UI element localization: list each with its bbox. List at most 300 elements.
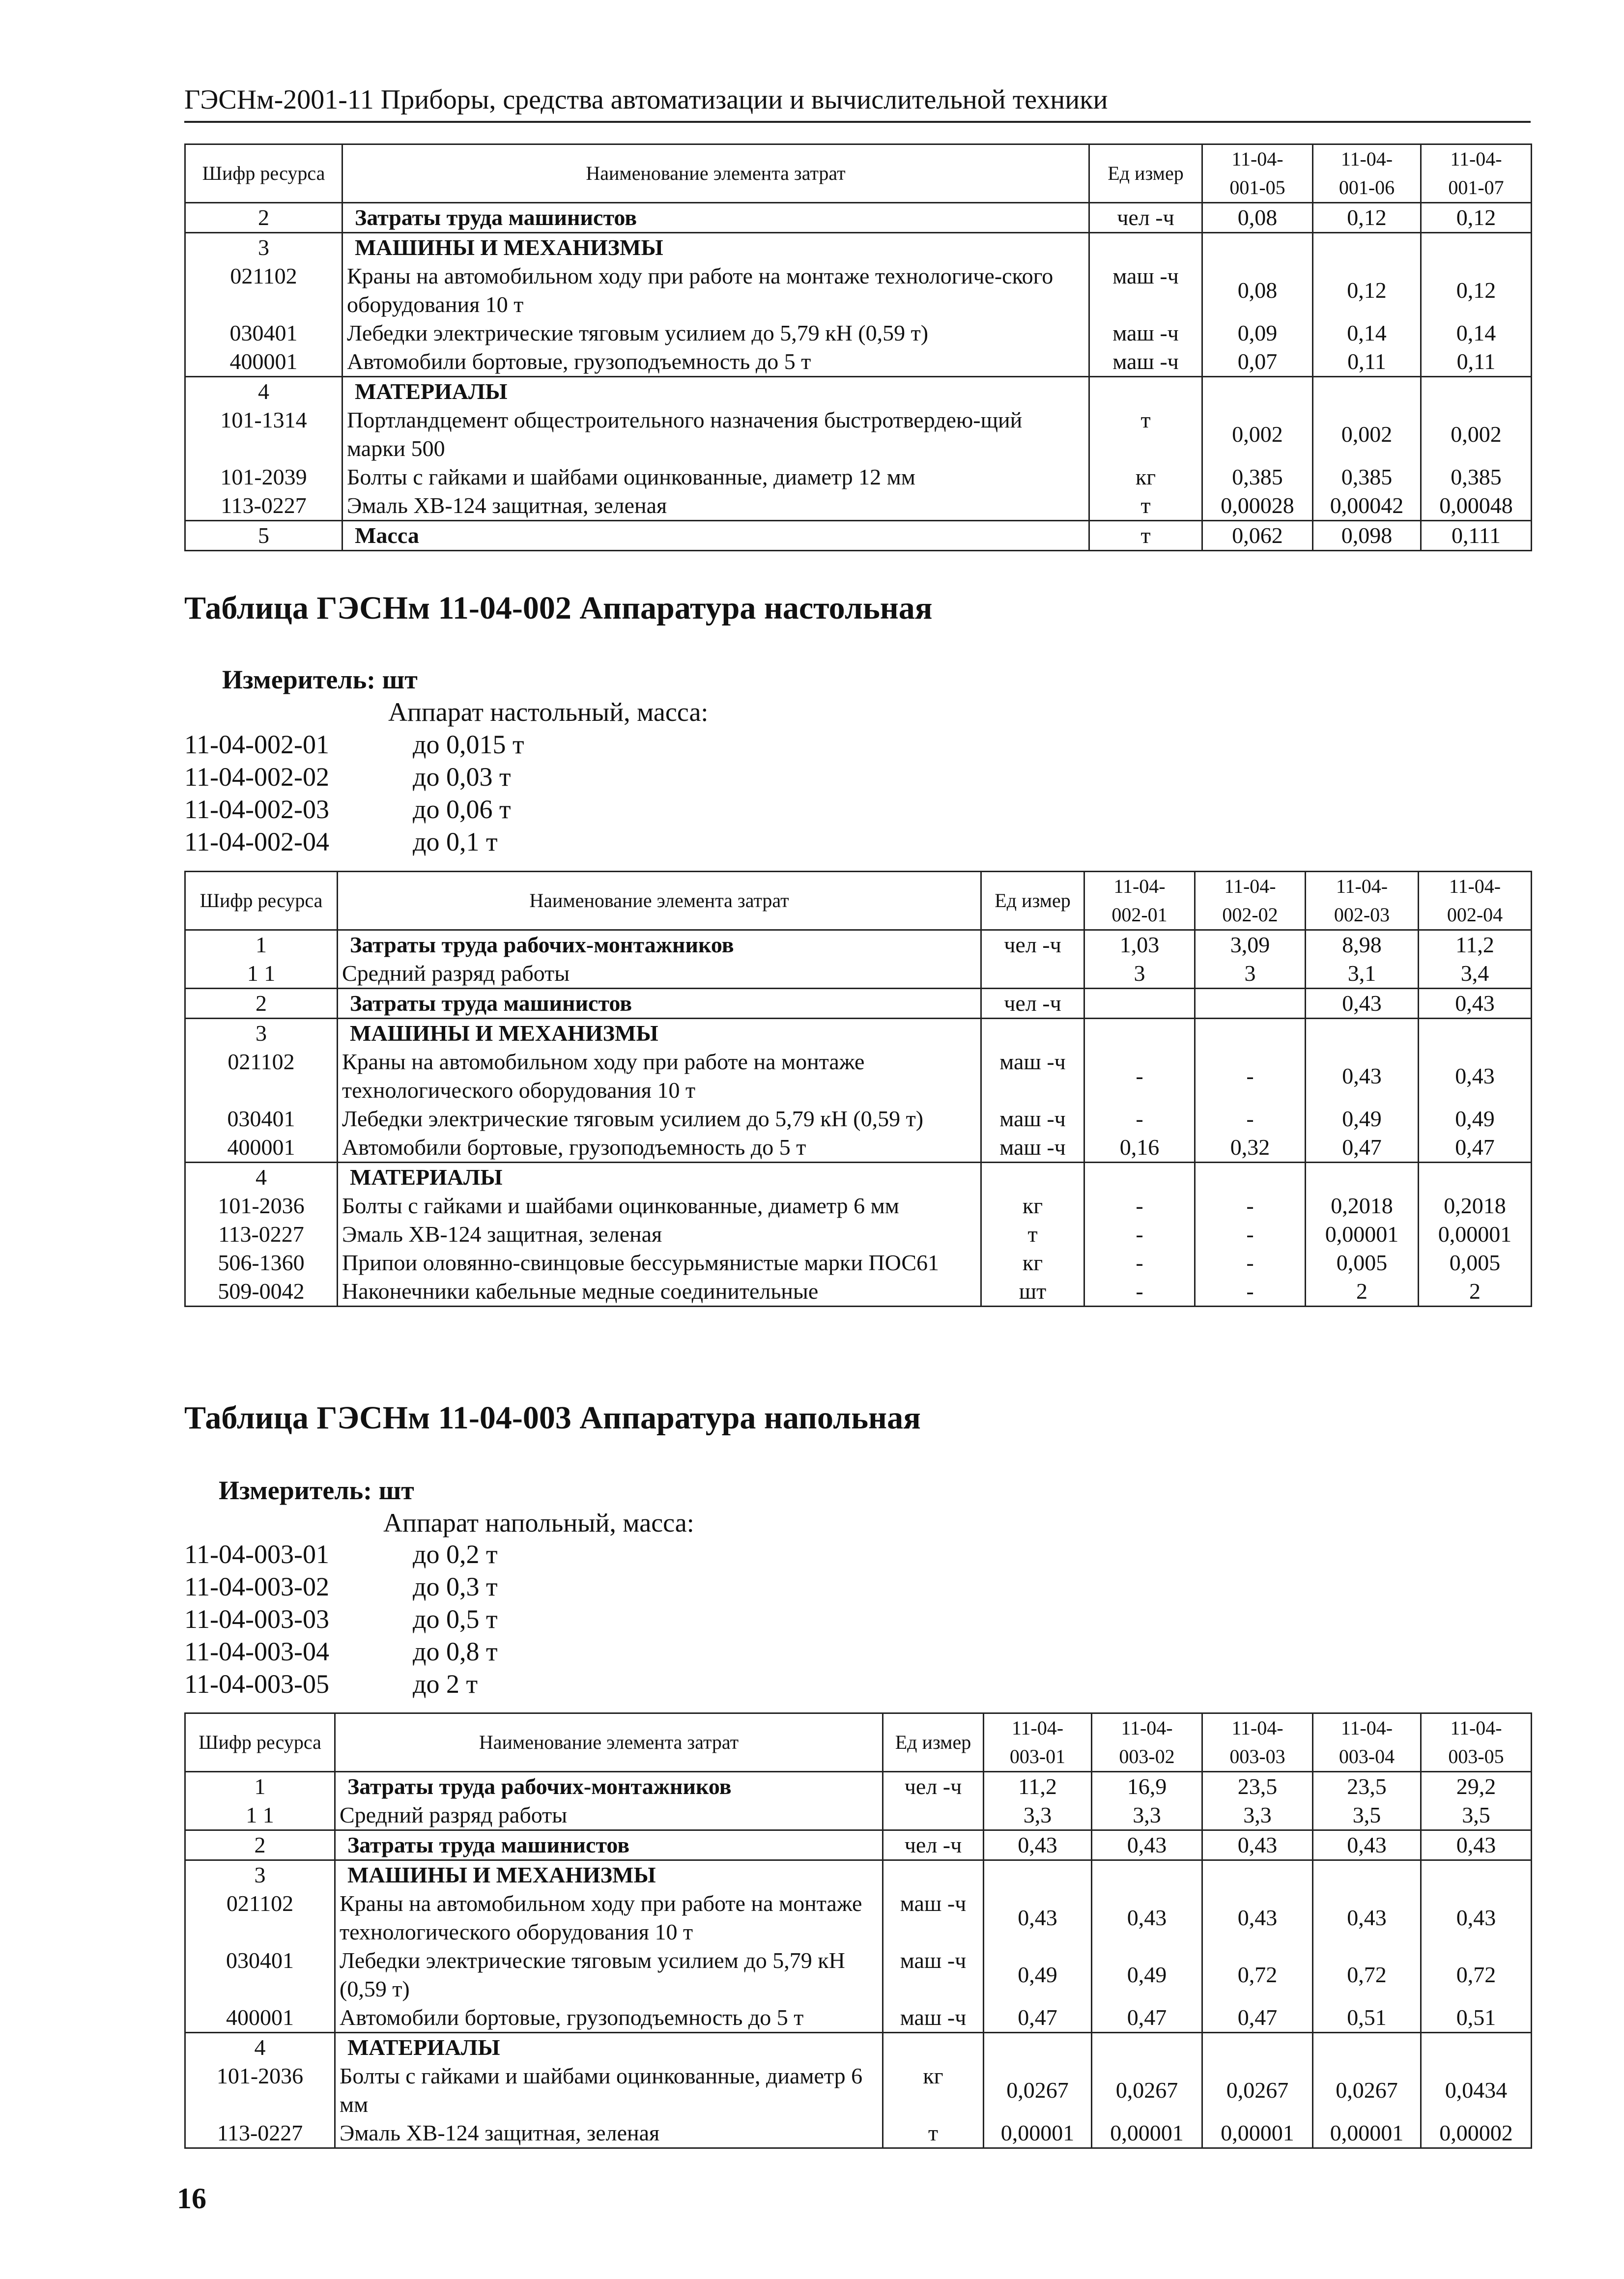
norm-value: 0,43 <box>1092 1889 1202 1946</box>
unit-of-measure: чел -ч <box>981 989 1084 1019</box>
norm-value <box>1421 377 1532 406</box>
cost-element-name: Портландцемент общестроительного назначения быстротвердею-щий марки 500 <box>342 406 1089 463</box>
norm-value: 0,43 <box>1421 1889 1532 1946</box>
cost-element-name: Болты с гайками и шайбами оцинкованные, диаметр 12 мм <box>342 463 1089 491</box>
norm-value <box>1421 1860 1532 1890</box>
header-unit: Ед измер <box>981 872 1084 930</box>
unit-of-measure: маш -ч <box>883 1946 984 2003</box>
norm-value: 0,00001 <box>1202 2119 1313 2148</box>
norm-value: 0,00001 <box>1092 2119 1202 2148</box>
norm-value: - <box>1195 1249 1306 1277</box>
norm-value: 0,16 <box>1084 1133 1195 1163</box>
norm-value: 3,5 <box>1421 1801 1532 1830</box>
norm-value: 0,07 <box>1202 347 1313 377</box>
table-row <box>185 2003 1532 2033</box>
norm-value: 0,47 <box>1092 2003 1202 2033</box>
norm-value: 0,00001 <box>984 2119 1092 2148</box>
norm-value <box>1202 233 1313 262</box>
norm-value: 0,43 <box>1421 1830 1532 1860</box>
header-name: Наименование элемента затрат <box>335 1713 883 1772</box>
norm-value: 0,43 <box>984 1889 1092 1946</box>
norm-value: 0,32 <box>1195 1133 1306 1163</box>
norm-value: 0,51 <box>1421 2003 1532 2033</box>
norm-value: 0,49 <box>1092 1946 1202 2003</box>
header-variant: 11-04- 001-05 <box>1202 144 1313 203</box>
norm-value <box>1306 1163 1419 1192</box>
table-row <box>185 989 1532 1019</box>
page-number: 16 <box>177 2182 206 2215</box>
norm-value: 0,11 <box>1421 347 1532 377</box>
norm-value: 0,47 <box>984 2003 1092 2033</box>
cost-element-name: Краны на автомобильном ходу при работе на монтаже технологического оборудования 10 т <box>335 1889 883 1946</box>
unit-of-measure: маш -ч <box>1089 319 1202 347</box>
table-row <box>185 930 1532 960</box>
variant-item: 11-04-002-03 до 0,06 т <box>184 795 511 824</box>
norm-value <box>1421 233 1532 262</box>
norm-value: 0,72 <box>1202 1946 1313 2003</box>
cost-element-name: МАШИНЫ И МЕХАНИЗМЫ <box>342 233 1089 262</box>
header-code: Шифр ресурса <box>185 144 342 203</box>
norm-value: 0,72 <box>1313 1946 1421 2003</box>
table-header-row <box>185 872 1532 930</box>
norm-value: 0,00001 <box>1306 1220 1419 1249</box>
norm-value: - <box>1084 1192 1195 1220</box>
cost-element-name: Лебедки электрические тяговым усилием до 5,79 кН (0,59 т) <box>342 319 1089 347</box>
unit-of-measure <box>883 2033 984 2062</box>
cost-element-name: Эмаль ХВ-124 защитная, зеленая <box>338 1220 981 1249</box>
resource-code: 021102 <box>185 1048 338 1105</box>
resource-code: 1 <box>185 930 338 960</box>
cost-element-name: Эмаль ХВ-124 защитная, зеленая <box>342 491 1089 521</box>
header-variant: 11-04- 003-03 <box>1202 1713 1313 1772</box>
unit-of-measure <box>883 1801 984 1830</box>
norm-value: 0,111 <box>1421 521 1532 551</box>
norm-value: 0,00001 <box>1419 1220 1532 1249</box>
norm-value <box>1084 989 1195 1019</box>
unit-of-measure: кг <box>1089 463 1202 491</box>
norm-value: 0,00048 <box>1421 491 1532 521</box>
norm-value: 0,43 <box>1419 1048 1532 1105</box>
norm-value <box>1419 1163 1532 1192</box>
header-variant: 11-04- 003-04 <box>1313 1713 1421 1772</box>
table-row <box>185 2119 1532 2148</box>
header-variant: 11-04- 001-06 <box>1313 144 1421 203</box>
resource-code: 400001 <box>185 347 342 377</box>
cost-element-name: Лебедки электрические тяговым усилием до 5,79 кН (0,59 т) <box>338 1105 981 1133</box>
norm-value: 11,2 <box>984 1772 1092 1801</box>
norm-value: 3 <box>1195 959 1306 989</box>
norm-value <box>1313 1860 1421 1890</box>
resource-table-002 <box>184 871 1532 1307</box>
cost-element-name: Болты с гайками и шайбами оцинкованные, диаметр 6 мм <box>338 1192 981 1220</box>
variant-subtitle-002: Аппарат настольный, масса: <box>388 697 709 727</box>
variant-item: 11-04-003-02 до 0,3 т <box>184 1572 498 1601</box>
header-variant: 11-04- 002-04 <box>1419 872 1532 930</box>
norm-value: 0,14 <box>1421 319 1532 347</box>
unit-of-measure: маш -ч <box>981 1048 1084 1105</box>
norm-value: 0,2018 <box>1419 1192 1532 1220</box>
norm-value: 0,0434 <box>1421 2062 1532 2119</box>
variant-list-002 <box>184 728 524 858</box>
norm-value: 0,005 <box>1419 1249 1532 1277</box>
resource-code: 113-0227 <box>185 2119 335 2148</box>
table-row <box>185 1830 1532 1860</box>
resource-code: 509-0042 <box>185 1277 338 1307</box>
norm-value: 3,3 <box>984 1801 1092 1830</box>
norm-value: 0,098 <box>1313 521 1421 551</box>
norm-value <box>1202 2033 1313 2062</box>
table-title-002: Таблица ГЭСНм 11-04-002 Аппаратура настольная <box>184 590 933 626</box>
cost-element-name: Лебедки электрические тяговым усилием до 5,79 кН (0,59 т) <box>335 1946 883 2003</box>
cost-element-name: МАТЕРИАЛЫ <box>335 2033 883 2062</box>
norm-value: 0,49 <box>1419 1105 1532 1133</box>
norm-value: 0,0267 <box>1313 2062 1421 2119</box>
unit-of-measure: маш -ч <box>883 2003 984 2033</box>
unit-of-measure: т <box>1089 521 1202 551</box>
unit-of-measure: чел -ч <box>981 930 1084 960</box>
resource-code: 506-1360 <box>185 1249 338 1277</box>
resource-code: 101-2036 <box>185 1192 338 1220</box>
unit-of-measure: маш -ч <box>981 1133 1084 1163</box>
resource-code: 3 <box>185 1019 338 1048</box>
norm-value: 0,12 <box>1421 262 1532 319</box>
resource-code: 3 <box>185 233 342 262</box>
norm-value: 0,11 <box>1313 347 1421 377</box>
norm-value: 0,385 <box>1202 463 1313 491</box>
variant-item: 11-04-002-02 до 0,03 т <box>184 762 511 792</box>
resource-code: 4 <box>185 377 342 406</box>
norm-value: 0,002 <box>1313 406 1421 463</box>
norm-value: - <box>1084 1277 1195 1307</box>
norm-value <box>1092 2033 1202 2062</box>
norm-value: 11,2 <box>1419 930 1532 960</box>
norm-value: - <box>1084 1048 1195 1105</box>
resource-code: 030401 <box>185 1105 338 1133</box>
table-row <box>185 1019 1532 1048</box>
table-row <box>185 463 1532 491</box>
unit-of-measure <box>981 1019 1084 1048</box>
cost-element-name: Средний разряд работы <box>338 959 981 989</box>
norm-value: 0,14 <box>1313 319 1421 347</box>
norm-value: 0,43 <box>1202 1830 1313 1860</box>
table-row <box>185 1048 1532 1105</box>
table-row <box>185 1860 1532 1890</box>
table-row <box>185 203 1532 233</box>
norm-value: 3,5 <box>1313 1801 1421 1830</box>
unit-of-measure: т <box>883 2119 984 2148</box>
resource-code: 2 <box>185 203 342 233</box>
table-row <box>185 347 1532 377</box>
norm-value: 0,00028 <box>1202 491 1313 521</box>
norm-value: 0,47 <box>1202 2003 1313 2033</box>
resource-code: 113-0227 <box>185 491 342 521</box>
header-name: Наименование элемента затрат <box>338 872 981 930</box>
unit-of-measure: кг <box>883 2062 984 2119</box>
unit-of-measure: шт <box>981 1277 1084 1307</box>
norm-value: 0,12 <box>1421 203 1532 233</box>
variant-subtitle-003: Аппарат напольный, масса: <box>383 1508 694 1538</box>
cost-element-name: Автомобили бортовые, грузоподъемность до 5 т <box>338 1133 981 1163</box>
norm-value: 0,0267 <box>1092 2062 1202 2119</box>
cost-element-name: Затраты труда рабочих-монтажников <box>335 1772 883 1801</box>
resource-code: 4 <box>185 1163 338 1192</box>
table-title-003: Таблица ГЭСНм 11-04-003 Аппаратура напольная <box>184 1400 921 1436</box>
header-variant: 11-04- 002-01 <box>1084 872 1195 930</box>
norm-value: - <box>1195 1048 1306 1105</box>
table-row <box>185 1192 1532 1220</box>
norm-value: 0,0267 <box>1202 2062 1313 2119</box>
cost-element-name: Затраты труда рабочих-монтажников <box>338 930 981 960</box>
resource-code: 5 <box>185 521 342 551</box>
norm-value: 2 <box>1419 1277 1532 1307</box>
header-code: Шифр ресурса <box>185 1713 335 1772</box>
norm-value: 1,03 <box>1084 930 1195 960</box>
table-header-row <box>185 144 1532 203</box>
table-row <box>185 233 1532 262</box>
variant-item: 11-04-003-04 до 0,8 т <box>184 1637 498 1666</box>
norm-value: 0,49 <box>984 1946 1092 2003</box>
cost-element-name: Болты с гайками и шайбами оцинкованные, диаметр 6 мм <box>335 2062 883 2119</box>
norm-value: 0,00042 <box>1313 491 1421 521</box>
norm-value: 0,062 <box>1202 521 1313 551</box>
table-row <box>185 1772 1532 1801</box>
norm-value: 16,9 <box>1092 1772 1202 1801</box>
resource-code: 021102 <box>185 1889 335 1946</box>
cost-element-name: Автомобили бортовые, грузоподъемность до 5 т <box>342 347 1089 377</box>
norm-value: - <box>1084 1220 1195 1249</box>
unit-of-measure <box>981 1163 1084 1192</box>
unit-of-measure <box>981 959 1084 989</box>
norm-value: 0,08 <box>1202 203 1313 233</box>
norm-value: 0,47 <box>1306 1133 1419 1163</box>
table-row <box>185 1133 1532 1163</box>
norm-value <box>1084 1019 1195 1048</box>
cost-element-name: МАШИНЫ И МЕХАНИЗМЫ <box>338 1019 981 1048</box>
unit-of-measure: т <box>981 1220 1084 1249</box>
variant-list-003 <box>184 1538 498 1700</box>
norm-value: 0,51 <box>1313 2003 1421 2033</box>
header-code: Шифр ресурса <box>185 872 338 930</box>
cost-element-name: Припои оловянно-свинцовые бессурьмянистые марки ПОС61 <box>338 1249 981 1277</box>
unit-of-measure: т <box>1089 406 1202 463</box>
variant-item: 11-04-003-05 до 2 т <box>184 1669 478 1699</box>
unit-of-measure: т <box>1089 491 1202 521</box>
norm-value: 0,12 <box>1313 262 1421 319</box>
variant-item: 11-04-003-03 до 0,5 т <box>184 1604 498 1634</box>
resource-code: 101-1314 <box>185 406 342 463</box>
norm-value: 3,4 <box>1419 959 1532 989</box>
resource-code: 021102 <box>185 262 342 319</box>
norm-value: 0,002 <box>1421 406 1532 463</box>
unit-of-measure: маш -ч <box>981 1105 1084 1133</box>
norm-value: 0,002 <box>1202 406 1313 463</box>
norm-value: 0,09 <box>1202 319 1313 347</box>
norm-value: 0,43 <box>1092 1830 1202 1860</box>
norm-value <box>1092 1860 1202 1890</box>
cost-element-name: Затраты труда машинистов <box>342 203 1089 233</box>
resource-table-001 <box>184 143 1532 551</box>
meter-line-002: Измеритель: шт <box>222 665 418 694</box>
unit-of-measure: маш -ч <box>883 1889 984 1946</box>
cost-element-name: Краны на автомобильном ходу при работе на монтаже технологиче-ского оборудования 10 т <box>342 262 1089 319</box>
norm-value: 2 <box>1306 1277 1419 1307</box>
resource-code: 030401 <box>185 319 342 347</box>
norm-value: 0,43 <box>1306 989 1419 1019</box>
table-row <box>185 1801 1532 1830</box>
resource-code: 101-2036 <box>185 2062 335 2119</box>
unit-of-measure: маш -ч <box>1089 347 1202 377</box>
norm-value: 8,98 <box>1306 930 1419 960</box>
unit-of-measure <box>1089 377 1202 406</box>
norm-value: 23,5 <box>1202 1772 1313 1801</box>
header-variant: 11-04- 003-05 <box>1421 1713 1532 1772</box>
norm-value: - <box>1195 1277 1306 1307</box>
header-unit: Ед измер <box>883 1713 984 1772</box>
norm-value <box>1313 2033 1421 2062</box>
norm-value: 0,2018 <box>1306 1192 1419 1220</box>
norm-value: 3,3 <box>1092 1801 1202 1830</box>
norm-value: 0,43 <box>1306 1048 1419 1105</box>
table-row <box>185 491 1532 521</box>
resource-code: 4 <box>185 2033 335 2062</box>
table-row <box>185 1220 1532 1249</box>
norm-value <box>1313 233 1421 262</box>
unit-of-measure: кг <box>981 1249 1084 1277</box>
norm-value: 29,2 <box>1421 1772 1532 1801</box>
norm-value <box>1195 1163 1306 1192</box>
norm-value: 0,47 <box>1419 1133 1532 1163</box>
header-unit: Ед измер <box>1089 144 1202 203</box>
norm-value: - <box>1084 1249 1195 1277</box>
page-header: ГЭСНм-2001-11 Приборы, средства автоматизации и вычислительной техники <box>184 83 1531 123</box>
variant-item: 11-04-002-01 до 0,015 т <box>184 730 524 759</box>
cost-element-name: Краны на автомобильном ходу при работе на монтаже технологического оборудования 10 т <box>338 1048 981 1105</box>
header-variant: 11-04- 002-02 <box>1195 872 1306 930</box>
norm-value <box>1202 1860 1313 1890</box>
norm-value <box>1419 1019 1532 1048</box>
unit-of-measure: кг <box>981 1192 1084 1220</box>
cost-element-name: МАТЕРИАЛЫ <box>342 377 1089 406</box>
norm-value <box>1084 1163 1195 1192</box>
table-row <box>185 377 1532 406</box>
variant-item: 11-04-003-01 до 0,2 т <box>184 1539 498 1569</box>
norm-value: 3,1 <box>1306 959 1419 989</box>
cost-element-name: Эмаль ХВ-124 защитная, зеленая <box>335 2119 883 2148</box>
norm-value: 0,43 <box>1313 1830 1421 1860</box>
header-variant: 11-04- 002-03 <box>1306 872 1419 930</box>
cost-element-name: Затраты труда машинистов <box>335 1830 883 1860</box>
table-row <box>185 406 1532 463</box>
table-row <box>185 959 1532 989</box>
norm-value: 0,12 <box>1313 203 1421 233</box>
resource-table-003 <box>184 1712 1532 2149</box>
header-variant: 11-04- 003-01 <box>984 1713 1092 1772</box>
resource-code: 400001 <box>185 2003 335 2033</box>
norm-value <box>1421 2033 1532 2062</box>
norm-value: 0,0267 <box>984 2062 1092 2119</box>
resource-code: 101-2039 <box>185 463 342 491</box>
resource-code: 2 <box>185 989 338 1019</box>
norm-value: - <box>1195 1220 1306 1249</box>
resource-code: 1 <box>185 1772 335 1801</box>
cost-element-name: Автомобили бортовые, грузоподъемность до 5 т <box>335 2003 883 2033</box>
unit-of-measure: маш -ч <box>1089 262 1202 319</box>
cost-element-name: МАТЕРИАЛЫ <box>338 1163 981 1192</box>
norm-value: 0,00002 <box>1421 2119 1532 2148</box>
norm-value <box>1313 377 1421 406</box>
resource-code: 400001 <box>185 1133 338 1163</box>
table-row <box>185 1889 1532 1946</box>
resource-code: 1 1 <box>185 959 338 989</box>
table-row <box>185 2062 1532 2119</box>
table-header-row <box>185 1713 1532 1772</box>
header-variant: 11-04- 003-02 <box>1092 1713 1202 1772</box>
table-row <box>185 521 1532 551</box>
cost-element-name: Средний разряд работы <box>335 1801 883 1830</box>
resource-code: 2 <box>185 1830 335 1860</box>
cost-element-name: Затраты труда машинистов <box>338 989 981 1019</box>
norm-value: - <box>1195 1192 1306 1220</box>
table-row <box>185 1105 1532 1133</box>
resource-code: 113-0227 <box>185 1220 338 1249</box>
norm-value: 3,09 <box>1195 930 1306 960</box>
norm-value: 0,43 <box>1313 1889 1421 1946</box>
cost-element-name: Наконечники кабельные медные соединительные <box>338 1277 981 1307</box>
norm-value: 0,43 <box>1419 989 1532 1019</box>
norm-value: - <box>1195 1105 1306 1133</box>
norm-value: 0,43 <box>984 1830 1092 1860</box>
norm-value: 0,49 <box>1306 1105 1419 1133</box>
table-row <box>185 319 1532 347</box>
norm-value: 0,00001 <box>1313 2119 1421 2148</box>
unit-of-measure: чел -ч <box>883 1772 984 1801</box>
resource-code: 030401 <box>185 1946 335 2003</box>
table-row <box>185 1277 1532 1307</box>
meter-line-003: Измеритель: шт <box>219 1476 414 1505</box>
cost-element-name: Масса <box>342 521 1089 551</box>
norm-value: - <box>1084 1105 1195 1133</box>
norm-value: 0,385 <box>1421 463 1532 491</box>
norm-value: 3,3 <box>1202 1801 1313 1830</box>
variant-item: 11-04-002-04 до 0,1 т <box>184 827 498 856</box>
norm-value: 3 <box>1084 959 1195 989</box>
norm-value <box>1306 1019 1419 1048</box>
table-row <box>185 1249 1532 1277</box>
norm-value: 0,005 <box>1306 1249 1419 1277</box>
norm-value: 0,43 <box>1202 1889 1313 1946</box>
unit-of-measure: чел -ч <box>1089 203 1202 233</box>
norm-value: 0,72 <box>1421 1946 1532 2003</box>
table-row <box>185 262 1532 319</box>
norm-value <box>984 1860 1092 1890</box>
norm-value: 0,08 <box>1202 262 1313 319</box>
norm-value: 0,385 <box>1313 463 1421 491</box>
table-row <box>185 1946 1532 2003</box>
norm-value <box>984 2033 1092 2062</box>
table-row <box>185 2033 1532 2062</box>
resource-code: 1 1 <box>185 1801 335 1830</box>
norm-value: 23,5 <box>1313 1772 1421 1801</box>
table-row <box>185 1163 1532 1192</box>
norm-value <box>1195 989 1306 1019</box>
header-variant: 11-04- 001-07 <box>1421 144 1532 203</box>
norm-value <box>1195 1019 1306 1048</box>
cost-element-name: МАШИНЫ И МЕХАНИЗМЫ <box>335 1860 883 1890</box>
norm-value <box>1202 377 1313 406</box>
unit-of-measure: чел -ч <box>883 1830 984 1860</box>
unit-of-measure <box>1089 233 1202 262</box>
header-name: Наименование элемента затрат <box>342 144 1089 203</box>
